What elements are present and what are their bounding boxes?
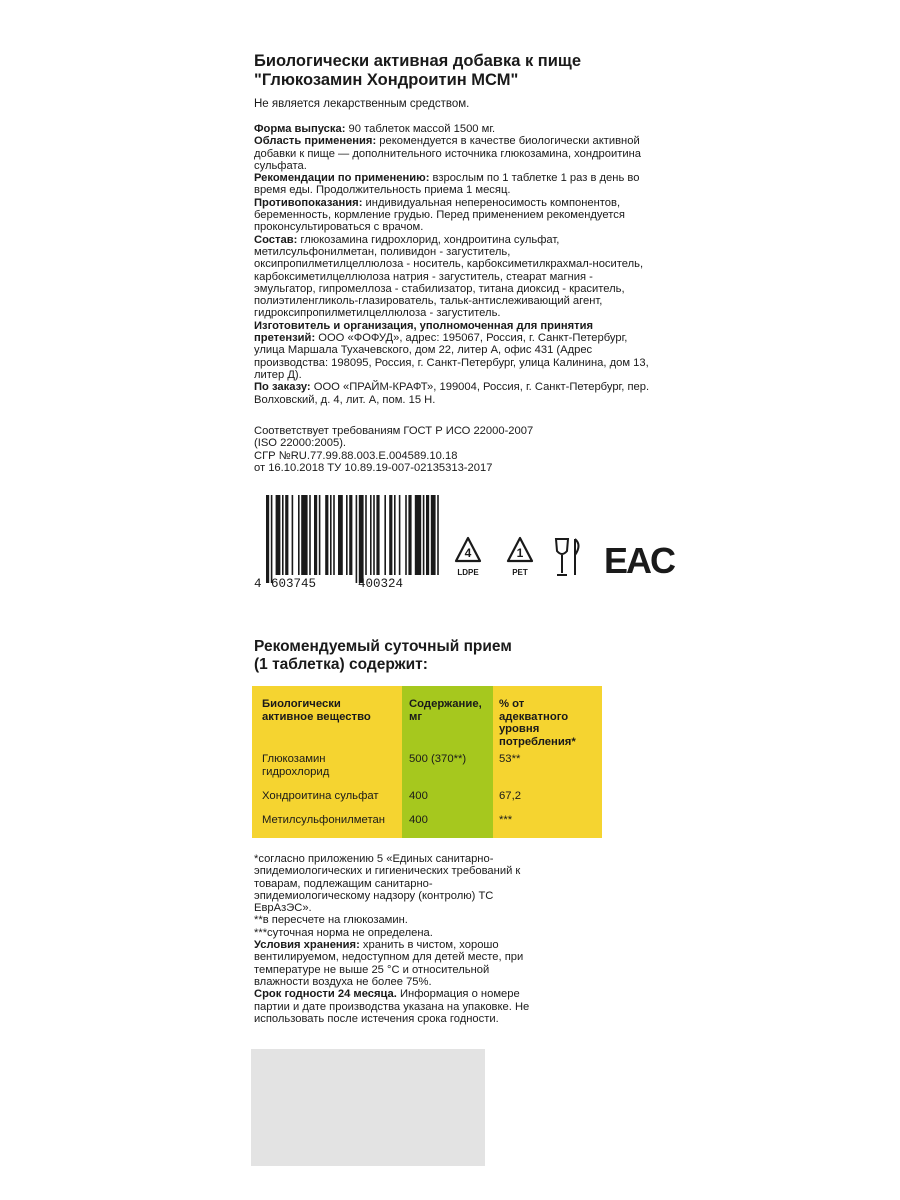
table-column-content xyxy=(402,686,493,838)
table-cell: Метилсульфонилметан xyxy=(262,814,386,826)
product-info xyxy=(254,123,654,406)
barcode-bar xyxy=(365,495,367,575)
barcode-bar xyxy=(437,495,439,575)
eac-mark-icon: EAC xyxy=(604,540,675,581)
nutrition-table xyxy=(252,686,602,838)
cert-line: СГР №RU.77.99.88.003.Е.004589.10.18 xyxy=(254,449,458,462)
barcode-bar xyxy=(338,495,343,575)
food-contact-icon xyxy=(556,539,579,575)
cert-line: от 16.10.2018 ТУ 10.89.19-007-02135313-2017 xyxy=(254,461,493,474)
barcode-bar xyxy=(309,495,311,575)
barcode-bar xyxy=(285,495,288,575)
info-usage: Рекомендации по применению: взрослым по 1 таблетке 1 раз в день во время еды. Продолжительность приема 1 месяц. xyxy=(254,172,640,197)
barcode-bar xyxy=(349,495,352,575)
barcode-bar xyxy=(346,495,348,575)
barcode-bar xyxy=(384,495,386,575)
cert-line: Соответствует требованиям ГОСТ Р ИСО 22000-2007 xyxy=(254,425,534,437)
title-line-2: "Глюкозамин Хондроитин МСМ" xyxy=(254,71,519,89)
barcode-bar xyxy=(301,495,307,575)
barcode-bar xyxy=(423,495,425,575)
barcode-bar xyxy=(276,495,281,575)
table-column-substance xyxy=(252,686,402,838)
table-cell: 67,2 xyxy=(499,790,521,802)
ldpe-label: LDPE xyxy=(457,568,479,577)
barcode-bar xyxy=(373,495,375,575)
pet-label: PET xyxy=(512,568,528,577)
barcode-bar xyxy=(333,495,335,575)
table-cell: Хондроитина сульфат xyxy=(262,790,379,802)
barcode-bar xyxy=(330,495,332,575)
barcode-bar xyxy=(399,495,401,575)
barcode-bar xyxy=(319,495,321,575)
barcode-bar xyxy=(431,495,436,575)
daily-intake-title: Рекомендуемый суточный прием (1 таблетка) содержит: xyxy=(254,638,512,673)
table-cell: *** xyxy=(499,814,513,826)
pet-number: 1 xyxy=(516,546,524,560)
table-cell: 53** xyxy=(499,753,521,765)
barcode xyxy=(254,495,444,597)
cert-line: (ISO 22000:2005). xyxy=(254,437,347,450)
info-composition: Состав: глюкозамина гидрохлорид, хондроитина сульфат, метилсульфонилметан, поливидон - загуститель, оксипропилметилцеллюлоза - носитель, карбоксиметилкрахмал-носитель, карбоксиметилцеллюлоза натрия - загуститель, стеарат магния - эмульгатор, гипромеллоза - стабилизатор, титана диоксид - краситель, полиэтиленгликоль-глазирователь, тальк-антислеживающий агент, гидроксипропилметилцеллюлоза - загуститель. xyxy=(254,233,644,320)
barcode-digits-right: 400324 xyxy=(358,577,404,591)
shelf-life: Срок годности 24 месяца. Информация о номере партии и дате производства указана на упаковке. Не использовать после истечения срока годности. xyxy=(254,988,530,1025)
barcode-bar xyxy=(266,495,269,583)
barcode-bar xyxy=(292,495,294,575)
barcode-bar xyxy=(405,495,407,575)
table-cell: 400 xyxy=(409,814,428,826)
batch-info-area xyxy=(251,1049,485,1166)
table-header: Биологически активное вещество xyxy=(262,698,371,723)
footnote: **в пересчете на глюкозамин. xyxy=(254,914,408,927)
product-title xyxy=(254,52,654,90)
barcode-bar xyxy=(325,495,328,575)
not-medicine-note: Не является лекарственным средством. xyxy=(254,98,470,110)
barcode-bar xyxy=(394,495,396,575)
barcode-digits-left: 603745 xyxy=(271,577,317,591)
table-header: Содержание, мг xyxy=(409,698,482,723)
info-ordered-by: По заказу: ООО «ПРАЙМ-КРАФТ», 199004, Россия, г. Санкт-Петербург, пер. Волховский, д. 4, лит. А, пом. 15 Н. xyxy=(254,381,650,406)
footnote: ***суточная норма не определена. xyxy=(254,926,433,939)
info-manufacturer: Изготовитель и организация, уполномоченная для принятия претензий: ООО «ФОФУД», адрес: 195067, Россия, г. Санкт-Петербург, улица Маршала Тухачевского, дом 22, литер А, офис 431 (Адрес производства: 198095, Россия, г. Санкт-Петербург, улица Калинина, дом 13, литер Д). xyxy=(254,319,649,381)
barcode-bar xyxy=(370,495,372,575)
recycle-ldpe-icon xyxy=(456,538,480,577)
barcode-bar xyxy=(314,495,317,575)
table-column-percent xyxy=(493,686,602,838)
storage-conditions: Условия хранения: хранить в чистом, хорошо вентилируемом, недоступном для детей месте, при температуре не выше 25 °С и относительной влажности воздуха не более 75%. xyxy=(254,939,524,988)
barcode-bar xyxy=(359,495,364,583)
info-contraindications: Противопоказания: индивидуальная непереносимость компонентов, беременность, кормление грудью. Перед применением рекомендуется проконсультироваться с врачом. xyxy=(254,196,625,234)
info-application: Область применения: рекомендуется в качестве биологически активной добавки к пище — дополнительного источника глюкозамина, хондроитина сульфата. xyxy=(254,135,642,172)
certification-block xyxy=(254,425,654,474)
barcode-bar xyxy=(389,495,392,575)
barcode-bar xyxy=(271,495,273,583)
recycle-pet-icon xyxy=(508,538,532,577)
barcode-bars xyxy=(254,495,444,585)
barcode-bar xyxy=(376,495,379,575)
barcode-bar xyxy=(408,495,411,575)
barcode-bar xyxy=(282,495,284,575)
info-release-form: Форма выпуска: 90 таблеток массой 1500 мг. xyxy=(254,123,496,135)
barcode-digit-first: 4 xyxy=(254,577,262,591)
table-cell: 400 xyxy=(409,790,428,802)
barcode-bar xyxy=(356,495,358,583)
footnotes-block xyxy=(254,853,544,1025)
footnote: *согласно приложению 5 «Единых санитарно-эпидемиологических и гигиенических требований к товарам, подлежащим санитарно-эпидемиологическому надзору (контролю) ТС ЕврАзЭС». xyxy=(254,853,521,915)
barcode-bar xyxy=(415,495,421,575)
title-line-1: Биологически активная добавка к пище xyxy=(254,52,582,70)
ldpe-number: 4 xyxy=(464,546,472,560)
barcode-bar xyxy=(298,495,300,575)
table-cell: Глюкозамин гидрохлорид xyxy=(262,753,330,778)
table-header: % от адекватного уровня потребления* xyxy=(499,698,576,748)
packaging-marks xyxy=(452,533,675,583)
table-cell: 500 (370**) xyxy=(409,753,467,765)
barcode-bar xyxy=(426,495,429,575)
